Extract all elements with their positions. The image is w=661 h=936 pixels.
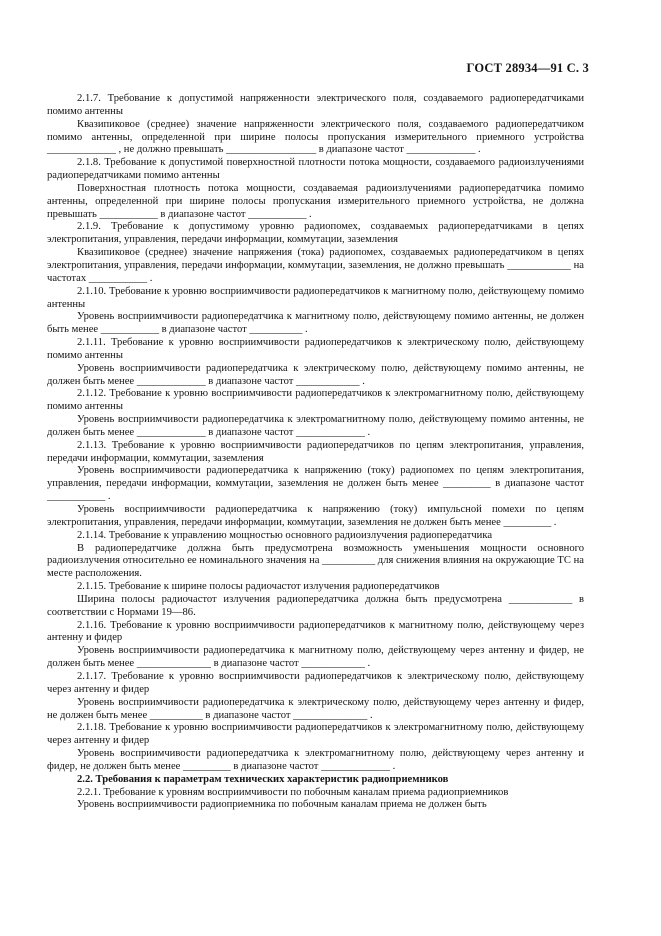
paragraph: 2.1.15. Требование к ширине полосы радиочастот излучения радиопередатчиков	[77, 581, 440, 593]
paragraph: 2.1.11. Требование к уровню восприимчивости радиопередатчиков к электрическому полю, действующему помимо антенны	[47, 337, 584, 361]
paragraph: 2.2.1. Требование к уровням восприимчивости по побочным каналам приема радиоприемников	[77, 786, 509, 798]
paragraph: Уровень восприимчивости радиопередатчика к магнитному полю, действующему через антенну и фидер, не должен быть менее ______________ в диапазоне частот ____________ .	[47, 645, 584, 670]
paragraph: 2.1.14. Требование к управлению мощностью основного радиоизлучения радиопередатчика	[77, 529, 493, 541]
paragraph: Квазипиковое (среднее) значение напряжения (тока) радиопомех, создаваемых радиопередатчиком в цепях электропитания, управления, передачи информации, коммутации, заземления, не должно превышать ____________ на частотах ___________ .	[47, 247, 584, 284]
paragraph: Уровень восприимчивости радиопередатчика к напряжению (току) импульсной помехи по цепям электропитания, управления, передачи информации, коммутации, заземления не должен быть менее _________ .	[47, 504, 584, 528]
paragraph: В радиопередатчике должна быть предусмотрена возможность уменьшения мощности основного радиоизлучения относительно ее номинального значения на __________ для снижения влияния на окружающие ТС на месте расположения.	[47, 542, 584, 580]
paragraph: 2.1.13. Требование к уровню восприимчивости радиопередатчиков по цепям электропитания, управления, передачи информации, коммутации, заземления	[47, 439, 584, 464]
paragraph: 2.1.12. Требование к уровню восприимчивости радиопередатчиков к электромагнитному полю, действующему помимо антенны	[47, 388, 584, 413]
paragraph: Уровень восприимчивости радиопередатчика к электрическому полю, действующему через антенну и фидер, не должен быть менее __________ в диапазоне частот ______________ .	[47, 696, 584, 721]
paragraph: Ширина полосы радиочастот излучения радиопередатчика должна быть предусмотрена ____________ в соответствии с Нормами 19—86.	[47, 593, 584, 618]
page-header: ГОСТ 28934—91 С. 3	[466, 61, 589, 75]
paragraph: Поверхностная плотность потока мощности, создаваемая радиоизлучениями радиопередатчика помимо антенны, определенной при ширине полосы пропускания измерительного приемного устройства, не должна превышать ___________ в диапазоне частот ___________ .	[47, 182, 584, 220]
paragraph: 2.1.10. Требование к уровню восприимчивости радиопередатчиков к магнитному полю, действующему помимо антенны	[47, 285, 584, 310]
paragraph: 2.1.18. Требование к уровню восприимчивости радиопередатчиков к электромагнитному полю, действующему через антенну и фидер	[47, 722, 584, 747]
paragraph: Уровень восприимчивости радиопередатчика к электрическому полю, действующему помимо антенны, не должен быть менее _____________ в диапазоне частот ____________ .	[47, 362, 584, 387]
paragraph: Уровень восприимчивости радиопередатчика к электромагнитному полю, действующему помимо антенны, не должен быть менее _____________ в диапазоне частот _____________ .	[47, 414, 584, 438]
paragraph: 2.1.7. Требование к допустимой напряженности электрического поля, создаваемого радиопередатчиками помимо антенны	[47, 93, 584, 117]
paragraph: 2.1.9. Требование к допустимому уровню радиопомех, создаваемых радиопередатчиками в цепях электропитания, управления, передачи информации, коммутации, заземления	[47, 221, 584, 246]
section-heading: 2.2. Требования к параметрам технических характеристик радиоприемников	[77, 773, 449, 785]
paragraph: 2.1.17. Требование к уровню восприимчивости радиопередатчиков к электрическому полю, действующему через антенну и фидер	[47, 670, 584, 695]
paragraph: Уровень восприимчивости радиопередатчика к магнитному полю, действующему помимо антенны, не должен быть менее ___________ в диапазоне частот __________ .	[47, 311, 584, 336]
document-body	[47, 93, 584, 812]
paragraph: Уровень восприимчивости радиопередатчика к напряжению (току) радиопомех по цепям электропитания, управления, передачи информации, коммутации, заземления не должен быть менее _________ в диапазоне частот ___________ .	[47, 465, 584, 503]
paragraph: Квазипиковое (среднее) значение напряженности электрического поля, создаваемого радиопередатчиком помимо антенны, определенной при ширине полосы пропускания измерительного приемного устройства _____________ , не должно превышать _________________ в диапазоне частот _____________ .	[47, 118, 584, 156]
paragraph: Уровень восприимчивости радиопередатчика к электромагнитному полю, действующему через антенну и фидер, не должен быть менее _________ в диапазоне частот _____________ .	[47, 748, 584, 772]
paragraph: Уровень восприимчивости радиоприемника по побочным каналам приема не должен быть	[77, 799, 487, 811]
paragraph: 2.1.16. Требование к уровню восприимчивости радиопередатчиков к магнитному полю, действующему через антенну и фидер	[47, 619, 584, 644]
paragraph: 2.1.8. Требование к допустимой поверхностной плотности потока мощности, создаваемого радиоизлучениями радиопередатчиками помимо антенны	[47, 157, 584, 182]
